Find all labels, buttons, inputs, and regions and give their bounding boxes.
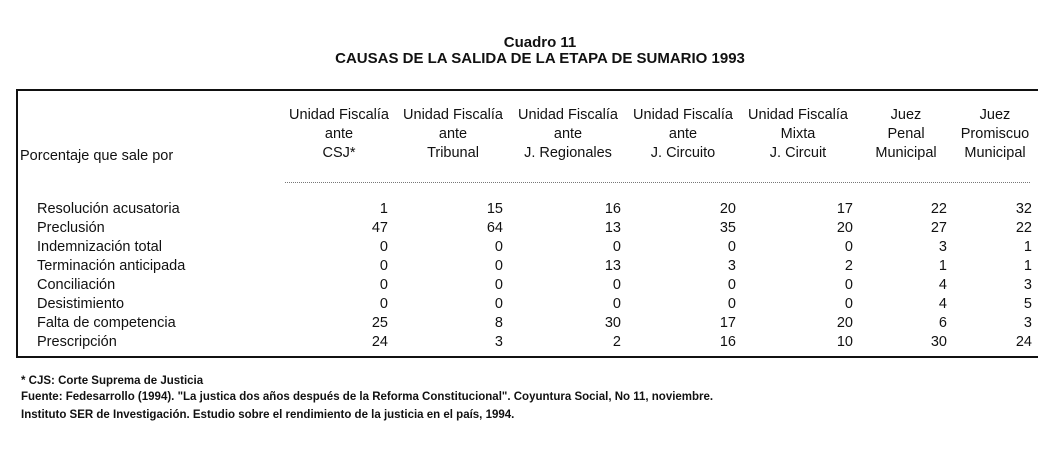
column-header-line: Unidad Fiscalía <box>633 107 733 123</box>
column-header-line: ante <box>668 126 698 142</box>
table-cell: 3 <box>1023 315 1032 331</box>
column-header-line: Municipal <box>964 145 1026 161</box>
table-cell: 10 <box>836 334 853 350</box>
table-cell: 3 <box>494 334 503 350</box>
table-cell: 0 <box>379 239 388 255</box>
table-cell: 24 <box>1015 334 1032 350</box>
header-divider <box>285 182 1030 183</box>
table-cell: 35 <box>719 220 736 236</box>
column-header <box>935 106 1053 163</box>
table-cell: 0 <box>727 239 736 255</box>
column-header-line: J. Regionales <box>524 145 612 161</box>
footnote: * CJS: Corte Suprema de Justicia <box>21 375 204 387</box>
row-label: Prescripción <box>37 334 117 350</box>
table-cell: 0 <box>844 277 853 293</box>
table-cell: 5 <box>1023 296 1032 312</box>
footnote: Instituto SER de Investigación. Estudio sobre el rendimiento de la justicia en el país, 1994. <box>21 409 515 421</box>
table-cell: 17 <box>719 315 736 331</box>
column-header-line: Penal <box>887 126 925 142</box>
column-header-line: Mixta <box>780 126 816 142</box>
column-header <box>623 106 743 163</box>
table-cell: 0 <box>844 296 853 312</box>
table-cell: 24 <box>371 334 388 350</box>
column-header-line: CSJ* <box>322 145 356 161</box>
table-cell: 0 <box>727 277 736 293</box>
column-header-line: Unidad Fiscalía <box>289 107 389 123</box>
column-header-line: Unidad Fiscalía <box>518 107 618 123</box>
table-cell: 0 <box>612 277 621 293</box>
row-label: Preclusión <box>37 220 105 236</box>
table-cell: 13 <box>604 220 621 236</box>
table-cell: 25 <box>371 315 388 331</box>
table-cell: 16 <box>604 201 621 217</box>
column-header <box>279 106 399 163</box>
row-label: Falta de competencia <box>37 315 176 331</box>
column-header-line: ante <box>324 126 354 142</box>
table-cell: 0 <box>379 258 388 274</box>
column-header <box>738 106 858 163</box>
column-header <box>508 106 628 163</box>
column-header-line: Unidad Fiscalía <box>748 107 848 123</box>
footnote: Fuente: Fedesarrollo (1994). "La justica dos años después de la Reforma Constitucional". Coyuntura Social, No 11, noviembre. <box>21 391 714 403</box>
table-cell: 30 <box>604 315 621 331</box>
table-cell: 20 <box>836 220 853 236</box>
table-cell: 2 <box>844 258 853 274</box>
column-header-line: J. Circuit <box>769 145 827 161</box>
table-cell: 0 <box>844 239 853 255</box>
column-header-line: Tribunal <box>427 145 479 161</box>
row-header: Porcentaje que sale por <box>20 148 174 164</box>
table-cell: 0 <box>494 239 503 255</box>
table-cell: 47 <box>371 220 388 236</box>
table-cell: 1 <box>1023 239 1032 255</box>
column-header-line: ante <box>553 126 583 142</box>
table-cell: 6 <box>938 315 947 331</box>
table-cell: 17 <box>836 201 853 217</box>
table-cell: 20 <box>719 201 736 217</box>
table-cell: 13 <box>604 258 621 274</box>
table-cell: 0 <box>494 277 503 293</box>
table-cell: 27 <box>930 220 947 236</box>
table-cell: 0 <box>494 258 503 274</box>
column-header-line: Juez <box>979 107 1011 123</box>
table-cell: 1 <box>1023 258 1032 274</box>
column-header-line: Municipal <box>875 145 937 161</box>
table-cell: 1 <box>938 258 947 274</box>
row-label: Conciliación <box>37 277 116 293</box>
row-label: Resolución acusatoria <box>37 201 180 217</box>
row-label: Indemnización total <box>37 239 162 255</box>
table-cell: 22 <box>1015 220 1032 236</box>
table-cell: 0 <box>612 296 621 312</box>
table-cell: 32 <box>1015 201 1032 217</box>
table-cell: 0 <box>494 296 503 312</box>
table-cell: 1 <box>379 201 388 217</box>
table-cell: 22 <box>930 201 947 217</box>
table-cell: 2 <box>612 334 621 350</box>
table-cell: 64 <box>486 220 503 236</box>
table-cell: 4 <box>938 296 947 312</box>
table-cell: 3 <box>727 258 736 274</box>
column-header-line: Juez <box>890 107 922 123</box>
row-label: Terminación anticipada <box>37 258 186 274</box>
table-cell: 0 <box>379 277 388 293</box>
table-cell: 8 <box>494 315 503 331</box>
table-cell: 0 <box>612 239 621 255</box>
table-cell: 20 <box>836 315 853 331</box>
table-cell: 0 <box>727 296 736 312</box>
table-cell: 3 <box>938 239 947 255</box>
table-cell: 15 <box>486 201 503 217</box>
table-cell: 4 <box>938 277 947 293</box>
table-cell: 3 <box>1023 277 1032 293</box>
table-title: Cuadro 11 <box>503 34 577 51</box>
table-cell: 16 <box>719 334 736 350</box>
column-header-line: Promiscuo <box>960 126 1030 142</box>
table-cell: 0 <box>379 296 388 312</box>
column-header-line: J. Circuito <box>650 145 716 161</box>
table-subtitle: CAUSAS DE LA SALIDA DE LA ETAPA DE SUMARIO 1993 <box>335 50 745 67</box>
column-header-line: ante <box>438 126 468 142</box>
table-cell: 30 <box>930 334 947 350</box>
column-header <box>393 106 513 163</box>
column-header-line: Unidad Fiscalía <box>403 107 503 123</box>
row-label: Desistimiento <box>37 296 125 312</box>
